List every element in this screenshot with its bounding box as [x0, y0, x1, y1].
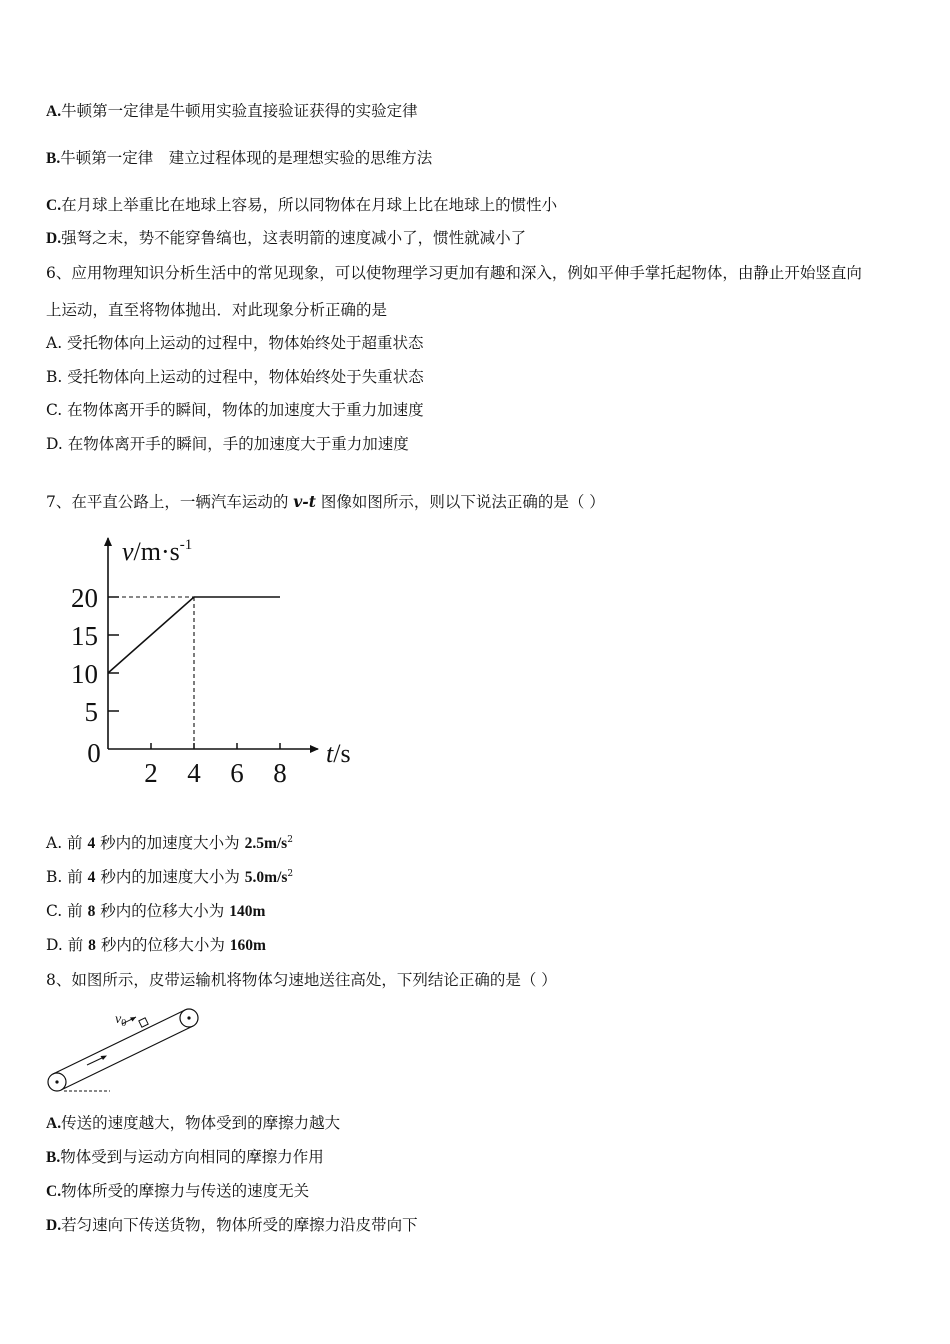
- q7-option-c-num: 8: [87, 903, 96, 920]
- y-axis-var: v: [122, 537, 134, 566]
- q7-option-b-val: 5.0m/s: [244, 869, 288, 886]
- belt-bottom: [61, 1026, 193, 1090]
- y-tick-label-10: 10: [71, 659, 98, 689]
- q5-option-d-letter: D.: [46, 230, 62, 247]
- q8-option-c: [46, 1180, 309, 1203]
- q7-stem: [46, 491, 605, 513]
- q5-option-d: [46, 227, 526, 250]
- q8-option-b: [46, 1146, 324, 1169]
- y-axis-exp: -1: [179, 537, 193, 553]
- q6-option-d: D. 在物体离开手的瞬间，手的加速度大于重力加速度: [46, 435, 409, 453]
- q8-stem: 8、如图所示，皮带运输机将物体匀速地送往高处，下列结论正确的是（ ）: [46, 971, 557, 989]
- q8-option-d: [46, 1214, 418, 1237]
- q8-option-b-text: 物体受到与运动方向相同的摩擦力作用: [60, 1148, 324, 1166]
- x-tick-label-4: 4: [187, 758, 201, 788]
- q5-option-b: [46, 147, 432, 170]
- motion-arrow: [87, 1057, 104, 1065]
- conveyor-belt-figure: [44, 1003, 214, 1098]
- q7-option-d-val: 160m: [229, 937, 266, 954]
- y-axis-label: [122, 537, 192, 566]
- q5-option-c-text: 在月球上举重比在地球上容易，所以同物体在月球上比在地球上的惯性小: [61, 196, 558, 214]
- x-tick-label-2: 2: [144, 758, 158, 788]
- q7-option-c: [46, 900, 265, 923]
- q7-option-b-exp: 2: [287, 868, 294, 879]
- q7-stem-vt: v-t: [293, 492, 316, 511]
- q5-option-b-text: 牛顿第一定律 建立过程体现的是理想实验的思维方法: [60, 149, 433, 167]
- q5-option-a-text: 牛顿第一定律是牛顿用实验直接验证获得的实验定律: [61, 102, 418, 120]
- q6-stem-line2: 上运动，直至将物体抛出．对此现象分析正确的是: [46, 301, 388, 319]
- q7-option-c-pre: C. 前: [46, 902, 88, 920]
- q8-option-a: [46, 1112, 340, 1135]
- lower-pulley-axle: [55, 1080, 58, 1083]
- q8-option-c-text: 物体所受的摩擦力与传送的速度无关: [61, 1182, 310, 1200]
- q5-option-c-letter: C.: [46, 197, 62, 214]
- x-axis-unit: /s: [333, 739, 351, 768]
- q8-option-a-letter: A.: [46, 1115, 62, 1132]
- reference-lines: [108, 597, 194, 749]
- x-axis-var: t: [326, 739, 334, 768]
- q7-option-a-mid: 秒内的加速度大小为: [95, 834, 245, 852]
- q8-option-c-letter: C.: [46, 1183, 62, 1200]
- q5-option-d-text: 强弩之末，势不能穿鲁缟也，这表明箭的速度减小了，惯性就减小了: [61, 229, 527, 247]
- y-tick-label-15: 15: [71, 621, 98, 651]
- q7-option-a-num: 4: [87, 835, 96, 852]
- q7-option-b-num: 4: [87, 869, 96, 886]
- y-tick-label-20: 20: [71, 583, 98, 613]
- q7-option-a-exp: 2: [287, 834, 293, 845]
- q7-option-a-pre: A. 前: [46, 834, 88, 852]
- x-axis-label: [326, 739, 351, 768]
- q7-option-a-val: 2.5m/s: [244, 835, 288, 852]
- q5-option-a-letter: A.: [46, 103, 62, 120]
- q6-stem-line1: 6、应用物理知识分析生活中的常见现象，可以使物理学习更加有趣和深入，例如平伸手掌托起物体，由静止开始竖直向: [46, 264, 862, 282]
- vt-chart: [60, 530, 380, 790]
- origin-label: 0: [87, 738, 101, 768]
- q7-stem-post: 图像如图所示，则以下说法正确的是（ ）: [315, 493, 605, 511]
- q7-option-a: [46, 832, 293, 855]
- q7-option-d-num: 8: [88, 937, 96, 954]
- q6-option-a: A. 受托物体向上运动的过程中，物体始终处于超重状态: [46, 334, 424, 352]
- y-tick-label-5: 5: [84, 697, 98, 727]
- q8-option-d-letter: D.: [46, 1217, 62, 1234]
- upper-pulley-axle: [187, 1016, 190, 1019]
- q8-option-b-letter: B.: [46, 1149, 61, 1166]
- q7-option-d-mid: 秒内的位移大小为: [95, 936, 230, 954]
- q5-option-c: [46, 194, 557, 217]
- velocity-label-sub: 0: [121, 1018, 127, 1029]
- q7-option-d: [46, 934, 266, 957]
- q7-option-b-mid: 秒内的加速度大小为: [95, 868, 245, 886]
- x-tick-label-8: 8: [273, 758, 287, 788]
- q7-stem-pre: 7、在平直公路上，一辆汽车运动的: [46, 493, 294, 511]
- q6-option-b: B. 受托物体向上运动的过程中，物体始终处于失重状态: [46, 368, 424, 386]
- velocity-label-var: v: [115, 1012, 122, 1027]
- cargo-box: [139, 1018, 148, 1027]
- velocity-label: [115, 1012, 126, 1029]
- q8-option-a-text: 传送的速度越大，物体受到的摩擦力越大: [61, 1114, 341, 1132]
- q8-option-d-text: 若匀速向下传送货物，物体所受的摩擦力沿皮带向下: [61, 1216, 418, 1234]
- q6-option-c: C. 在物体离开手的瞬间，物体的加速度大于重力加速度: [46, 401, 424, 419]
- q5-option-a: [46, 100, 418, 123]
- q7-option-b-pre: B. 前: [46, 868, 88, 886]
- q7-option-d-pre: D. 前: [46, 936, 89, 954]
- q7-option-c-mid: 秒内的位移大小为: [95, 902, 230, 920]
- q7-option-c-val: 140m: [229, 903, 266, 920]
- q5-option-b-letter: B.: [46, 150, 61, 167]
- y-axis-unit: /m·s: [133, 537, 180, 566]
- x-tick-label-6: 6: [230, 758, 244, 788]
- q7-option-b: [46, 866, 293, 889]
- y-ticks: [71, 583, 119, 727]
